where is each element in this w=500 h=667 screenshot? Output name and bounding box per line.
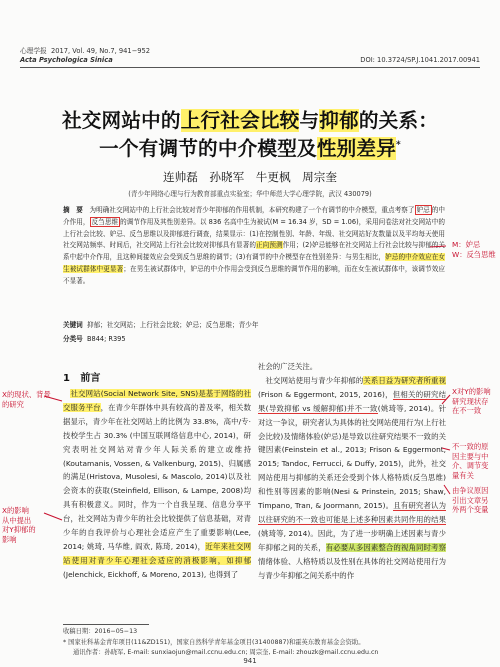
left-column: 社交网站(Social Network Site, SNS)是基于网络的社交服务平台，在青少年群体中具有较高的普及率，相关数据显示，青少年在社交网站上的比例为 33.8%，高中/专·技校学生占 30.3% (中国互联网络信息中心, 2014)，研究表明社交网站对青少年人际关系的建立或维持(Koutamanis, Vossen, & Valkenburg, 2015)、归属感的满足(Hristova, Musolesi, & Mascolo, 2014)以及社会资本的获取(Steinfield, Ellison, & Lampe, 2008)均具有积极意义。同时，作为一个自我呈现、信息分享平台，社交网站为青少年的社会比较提供了信息基础，对青少年的自我评价与心理社会适应产生了重要影响(Lee, 2014; 姚琦, 马华维, 阎欢, 陈琦, 2014)，近年来社交网站使用对青少年心理社会适应的消极影响，如抑郁(Jelenchick, Eickhoff, & Moreno, 2013), 也得到了	[63, 389, 251, 579]
abstract: 摘 要 为明确社交网站中的上行社会比较对青少年抑郁的作用机制，本研究构建了一个有调节的中介模型，重点考察了 妒忌 的中介作用， 反刍思维 的调节作用及其性别差异。以 836 名高中生为被试(M = 16.34 岁，SD = 1.06)，采用问卷法对社交网站中的上行社会比较、妒忌、反刍思维以及抑郁进行调查，结果显示：(1)在控制性别、年龄、年级、社交网站好友数量以及平均每天使用社交网站频率、时间后，社交网站上行社会比较对抑郁具有显著的正向预测作用；(2)妒忌能够在社交网站上行社会比较与抑郁的关系中起中介作用，且这种间接效应会受到反刍思维的调节；(3)有调节的中介模型存在性别差异：与男生相比，妒忌的中介效应在女生被试群体中更显著；在男生被试群体中，妒忌的中介作用会受到反刍思维的调节作用的影响，而在女生被试群体中，该调节效应不显著。	[63, 206, 446, 285]
header-rule	[20, 67, 480, 68]
highlight-negative-impact: 近年来社交网站使用对青少年心理社会适应的消极影响，如抑郁	[63, 541, 251, 565]
keywords: 关键词 抑郁；社交网站；上行社会比较；妒忌；反刍思维；青少年	[63, 321, 259, 329]
footnote-funding: * 国家社科基金青年项目(11&ZD151)，国家自然科学青年基金项目(31400887)和霍英东教育基金会资助。	[63, 639, 365, 646]
right-column: 社会的广泛关注。 社交网站使用与青少年抑郁的关系日益为研究者所重视(Frison & Eggermont, 2015, 2016)，但相关的研究结果(导致抑郁 vs 缓解抑郁)并不一致(姚琦等, 2014)。针对这一争议，研究者认为具体的社交网站使用行为(上行社会比较)及情绪体验(妒忌)是导致以往研究结果不一致的关键因素(Feinstein et al., 2013; Frison & Eggermont, 2015; Tandoc, Ferrucci, & Duffy, 2015)，此外，社交网站使用与抑郁的关系还会受到个体人格特质(反刍思维)和性别等因素的影响(Nesi & Prinstein, 2015; Shaw, Timpano, Tran, & Joormann, 2015)。且有研究者认为以往研究的不一致也可能是上述多种因素共同作用的结果(姚琦等, 2014)。因此，为了进一步明确上述因素与青少年抑郁之间的关系，有必要从多因素整合的视角同时考察情绪体验、人格特质以及性别在具体的社交网站使用行为与青少年抑郁之间关系中的作	[258, 362, 446, 580]
underline-inconsistent-results: 但相关的研究结果(导致抑郁 vs 缓解抑郁)并不一致	[258, 389, 446, 413]
doi: DOI: 10.3724/SP.J.1041.2017.00941	[360, 56, 480, 64]
classification: 分类号 B844; R395	[63, 335, 126, 343]
journal-name-en: Acta Psychologica Sinica	[20, 56, 113, 64]
title-highlight-depression: 抑郁	[319, 109, 359, 132]
side-note-x-impact: X的影响 从中提出 对Y抑郁的 影响	[2, 506, 36, 544]
footnote-received: 收稿日期：2016−05−13	[63, 628, 138, 635]
title-highlight-upward-comparison: 上行社会比较	[180, 109, 300, 132]
abstract-box-rumination: 反刍思维	[91, 217, 119, 226]
side-note-mediator-moderator: M：妒忌 W：反刍思维	[452, 240, 496, 259]
side-note-inconsistency: X对Y的影响 研究现状存 在不一致	[452, 387, 491, 415]
abstract-box-envy: 妒忌	[416, 206, 430, 214]
page-number: 941	[243, 657, 257, 665]
footnote-rule	[63, 624, 149, 625]
abstract-label: 摘 要	[63, 206, 83, 214]
title-highlight-gender: 性别差异	[316, 137, 396, 160]
section-heading: 1 前言	[63, 373, 101, 384]
abstract-highlight-positive: 正向预测	[256, 241, 283, 250]
abstract-highlight-gender-effect: 妒忌的中介效应在女生被试群体中更显著	[63, 253, 445, 273]
journal-name-cn: 心理学报 2017, Vol. 49, No.7, 941−952	[20, 47, 151, 55]
title-line-1: 社交网站中的上行社会比较与抑郁的关系：	[61, 109, 439, 132]
highlight-research-attention: 关系日益为研究者所重视	[363, 375, 446, 385]
underline-combined-factors: 且有研究者认为以往研究的不一致也可能是上述多种因素共同作用的结果	[258, 501, 446, 524]
footnote-contact: 通讯作者：孙晓军, E-mail: sunxiaojun@mail.ccnu.edu.cn; 周宗奎, E-mail: zhouzk@mail.ccnu.edu.cn	[73, 649, 379, 656]
arrow-to-negative-impact	[44, 513, 62, 520]
affiliation: (青少年网络心理与行为教育部重点实验室；华中师范大学心理学院，武汉 430079)	[128, 190, 372, 198]
title-line-2: 一个有调节的中介模型及性别差异*	[99, 137, 401, 160]
side-note-background: X的现状、背景 的研究	[2, 390, 51, 409]
volume-info: 2017, Vol. 49, No.7, 941−952	[51, 47, 151, 55]
highlight-multifactor: 有必要从多因素整合的视角同时考察	[325, 542, 446, 552]
highlight-sns-definition: 络的社交服务平台	[63, 389, 251, 412]
authors: 连帅磊 孙晓军 牛更枫 周宗奎	[163, 170, 337, 184]
side-note-other-variables: 由争议原因 引出文章另 外两个变量	[452, 486, 489, 514]
side-note-mediator-cause: 不一致的原 因主要与中 介、调节变 量有关	[452, 442, 489, 480]
